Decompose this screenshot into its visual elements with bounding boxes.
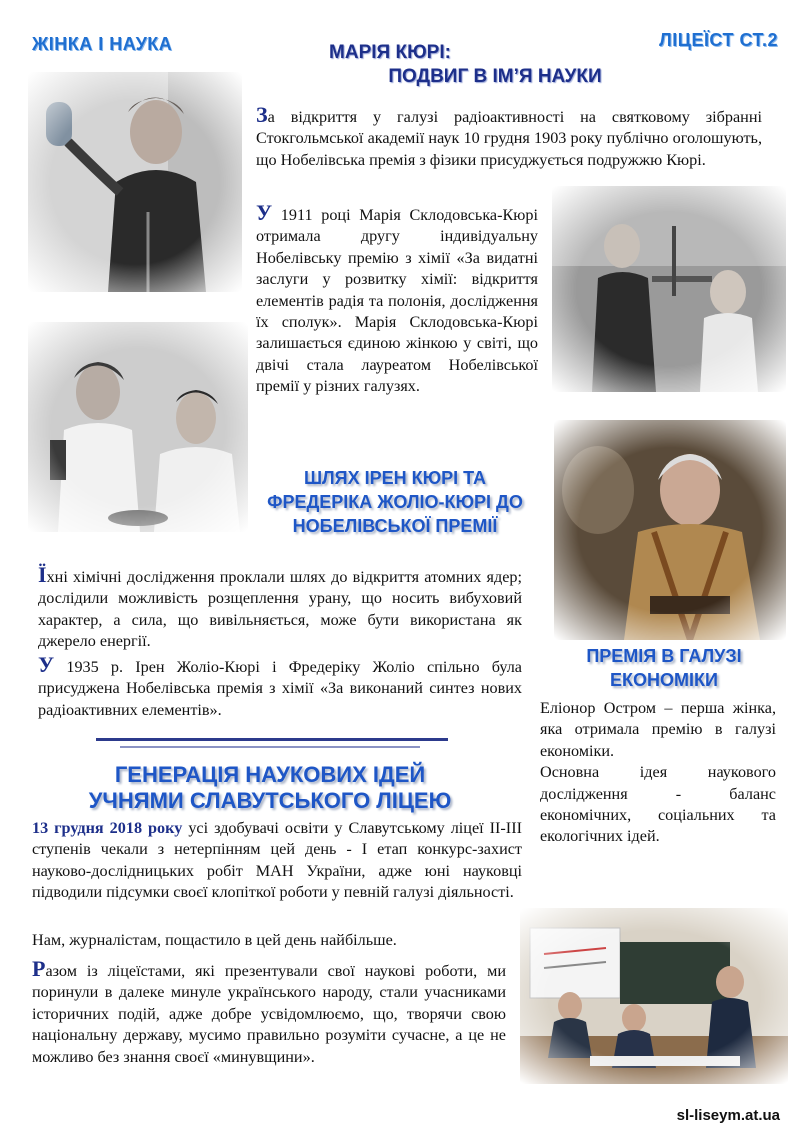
joliot-curie-photo — [28, 322, 248, 532]
lyceum-title-line1: ГЕНЕРАЦІЯ НАУКОВИХ ІДЕЙ — [114, 762, 426, 787]
lyceum-date: 13 грудня 2018 року — [32, 819, 183, 837]
economics-title-line2: ЕКОНОМІКИ — [610, 670, 718, 690]
curie-p2-dropcap: У — [256, 200, 273, 225]
lyceum-title — [60, 762, 480, 814]
joliot-p1-dropcap: Ї — [38, 562, 47, 587]
joliot-paragraph-2 — [38, 654, 522, 721]
curie-title-line2: ПОДВИГ В ІМ’Я НАУКИ — [388, 66, 602, 87]
joliot-title-line2: ФРЕДЕРІКА ЖОЛІО-КЮРІ ДО — [267, 492, 523, 512]
lyceum-paragraph-2 — [32, 930, 522, 951]
footer-site-url[interactable]: sl-liseym.at.ua — [676, 1107, 780, 1124]
joliot-p2-dropcap: У — [38, 652, 55, 677]
joliot-p2-text: 1935 р. Ірен Жоліо-Кюрі і Фредеріку Жоліо спільно була присуджена Нобелівська премія з хімії «За виконаний синтез нових радіоактивних елементів». — [38, 658, 522, 719]
elinor-ostrom-photo — [554, 420, 786, 640]
classroom-photo — [520, 908, 788, 1084]
joliot-title-line3: НОБЕЛІВСЬКОЇ ПРЕМІЇ — [292, 516, 498, 536]
header-right-label: ЛІЦЕЇСТ СТ.2 — [659, 30, 778, 50]
curie-p1-dropcap: З — [256, 102, 268, 127]
lyceum-p2-text: Нам, журналістам, пощастило в цей день найбільше. — [32, 931, 397, 949]
economics-title-line1: ПРЕМІЯ В ГАЛУЗІ — [586, 646, 742, 666]
lyceum-p1-text: усі здобувачі освіти у Славутському ліцеї ІІ-ІІІ ступенів чекали з нетерпінням цей день - І етап конкурс-захист науково-дослідницьких робіт МАН України, адже юні науковці підводили підсумки своєї клопіткої роботи у певній галузі діяльності. — [32, 819, 522, 902]
pierre-marie-lab-photo — [552, 186, 786, 392]
lyceum-p3-text: азом із ліцеїстами, які презентували свої наукові роботи, ми поринули в далеке минуле українського народу, стали учасниками історичних подій, адже добре усвідомлюємо, що, творячи свою національну державу, мусимо правильно розуміти сучасне, а це не можливо без знання своєї «минувщини». — [32, 962, 506, 1066]
lyceum-p3-dropcap: Р — [32, 956, 46, 981]
curie-paragraph-1 — [256, 104, 762, 171]
economics-paragraph-2: Основна ідея наукового дослідження - баланс економічних, соціальних та екологічних ідей. — [540, 763, 776, 846]
section-divider-bottom — [120, 746, 420, 748]
lyceum-title-line2: УЧНЯМИ СЛАВУТСЬКОГО ЛІЦЕЮ — [88, 788, 452, 813]
joliot-p1-text: хні хімічні дослідження проклали шлях до відкриття атомних ядер; дослідили можливість розщеплення урану, що носить вибуховий характер, а сила, що вивільняється, може бути використана як джерело енергії. — [38, 568, 522, 651]
joliot-title-line1: ШЛЯХ ІРЕН КЮРІ ТА — [303, 468, 487, 488]
curie-title-line1: МАРІЯ КЮРІ: — [329, 42, 451, 63]
curie-paragraph-2 — [256, 202, 538, 398]
lyceum-paragraph-3 — [32, 958, 506, 1068]
joliot-paragraph-1 — [38, 564, 522, 653]
economics-text — [540, 698, 776, 848]
joliot-title — [232, 466, 558, 538]
lyceum-paragraph-1 — [32, 818, 522, 904]
curie-p1-text: а відкриття у галузі радіоактивності на святковому зібранні Стокгольмської академії наук 10 грудня 1903 року публічно оголошують, що Нобелівська премія з фізики присуджується подружжю Кюрі. — [256, 108, 762, 169]
economics-title — [548, 644, 780, 692]
marie-curie-photo — [28, 72, 242, 292]
section-divider-top — [96, 738, 448, 741]
header-left-label: ЖІНКА І НАУКА — [32, 34, 173, 54]
curie-p2-text: 1911 році Марія Склодовська-Кюрі отримала другу індивідуальну Нобелівську премію з хімії «За видатні заслуги у розвитку хімії: відкриття елементів радія та полонія, дослідження їх сполук». Марія Склодовська-Кюрі залишається єдиною жінкою у світі, що двічі стала лауреатом Нобелівської премії у різних галузях. — [256, 206, 538, 396]
economics-paragraph-1: Еліонор Остром – перша жінка, яка отримала премію в галузі економіки. — [540, 699, 776, 760]
